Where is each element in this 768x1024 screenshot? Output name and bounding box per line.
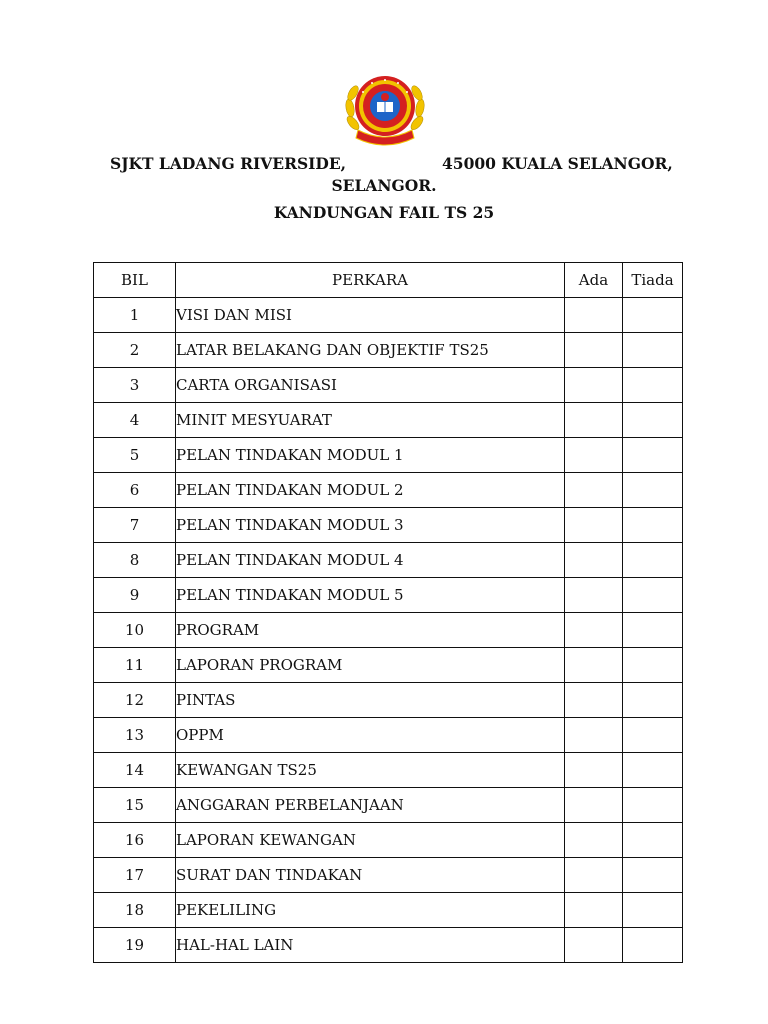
table-row [94, 823, 683, 858]
row-tiada-cell [623, 823, 683, 858]
row-bil: 5 [94, 438, 176, 473]
school-address: 45000 KUALA SELANGOR, [442, 154, 673, 173]
row-perkara: SURAT DAN TINDAKAN [176, 858, 565, 893]
row-perkara: PELAN TINDAKAN MODUL 2 [176, 473, 565, 508]
row-ada-cell [565, 543, 623, 578]
row-tiada-cell [623, 508, 683, 543]
row-perkara: PELAN TINDAKAN MODUL 3 [176, 508, 565, 543]
row-ada-cell [565, 438, 623, 473]
header-perkara: PERKARA [176, 263, 565, 298]
school-crest-icon [340, 68, 430, 148]
row-perkara: LAPORAN PROGRAM [176, 648, 565, 683]
row-perkara: LAPORAN KEWANGAN [176, 823, 565, 858]
row-bil: 13 [94, 718, 176, 753]
row-tiada-cell [623, 403, 683, 438]
row-ada-cell [565, 858, 623, 893]
row-tiada-cell [623, 858, 683, 893]
row-bil: 10 [94, 613, 176, 648]
row-bil: 15 [94, 788, 176, 823]
row-tiada-cell [623, 648, 683, 683]
table-row [94, 368, 683, 403]
row-bil: 2 [94, 333, 176, 368]
table-row [94, 753, 683, 788]
row-bil: 1 [94, 298, 176, 333]
table-row [94, 718, 683, 753]
table-row [94, 683, 683, 718]
row-perkara: KEWANGAN TS25 [176, 753, 565, 788]
table-row [94, 543, 683, 578]
row-tiada-cell [623, 543, 683, 578]
table-row [94, 333, 683, 368]
row-ada-cell [565, 333, 623, 368]
row-tiada-cell [623, 368, 683, 403]
table-row [94, 928, 683, 963]
table-row [94, 788, 683, 823]
row-bil: 19 [94, 928, 176, 963]
row-perkara: HAL-HAL LAIN [176, 928, 565, 963]
table-row [94, 648, 683, 683]
row-ada-cell [565, 823, 623, 858]
row-bil: 7 [94, 508, 176, 543]
row-perkara: PINTAS [176, 683, 565, 718]
row-perkara: PELAN TINDAKAN MODUL 5 [176, 578, 565, 613]
row-bil: 16 [94, 823, 176, 858]
row-ada-cell [565, 788, 623, 823]
row-ada-cell [565, 718, 623, 753]
row-tiada-cell [623, 333, 683, 368]
row-ada-cell [565, 368, 623, 403]
row-bil: 12 [94, 683, 176, 718]
row-tiada-cell [623, 788, 683, 823]
table-row [94, 473, 683, 508]
row-ada-cell [565, 298, 623, 333]
row-tiada-cell [623, 718, 683, 753]
header-tiada: Tiada [623, 263, 683, 298]
row-perkara: OPPM [176, 718, 565, 753]
header-bil: BIL [94, 263, 176, 298]
row-perkara: LATAR BELAKANG DAN OBJEKTIF TS25 [176, 333, 565, 368]
contents-table [93, 262, 683, 963]
table-row [94, 858, 683, 893]
table-row [94, 508, 683, 543]
header-ada: Ada [565, 263, 623, 298]
document-title: KANDUNGAN FAIL TS 25 [273, 203, 495, 222]
row-ada-cell [565, 508, 623, 543]
row-ada-cell [565, 613, 623, 648]
row-tiada-cell [623, 578, 683, 613]
row-ada-cell [565, 648, 623, 683]
row-ada-cell [565, 473, 623, 508]
school-name: SJKT LADANG RIVERSIDE, [110, 154, 347, 173]
row-bil: 14 [94, 753, 176, 788]
row-ada-cell [565, 578, 623, 613]
row-ada-cell [565, 683, 623, 718]
row-ada-cell [565, 893, 623, 928]
row-tiada-cell [623, 928, 683, 963]
row-tiada-cell [623, 298, 683, 333]
row-bil: 18 [94, 893, 176, 928]
row-tiada-cell [623, 753, 683, 788]
row-perkara: CARTA ORGANISASI [176, 368, 565, 403]
row-tiada-cell [623, 683, 683, 718]
table-row [94, 578, 683, 613]
row-perkara: PELAN TINDAKAN MODUL 4 [176, 543, 565, 578]
table-header-row [94, 263, 683, 298]
row-ada-cell [565, 403, 623, 438]
row-perkara: PELAN TINDAKAN MODUL 1 [176, 438, 565, 473]
row-bil: 9 [94, 578, 176, 613]
row-tiada-cell [623, 473, 683, 508]
table-row [94, 438, 683, 473]
row-perkara: PEKELILING [176, 893, 565, 928]
row-bil: 6 [94, 473, 176, 508]
row-ada-cell [565, 753, 623, 788]
table-row [94, 298, 683, 333]
row-bil: 3 [94, 368, 176, 403]
table-row [94, 893, 683, 928]
table-row [94, 403, 683, 438]
row-tiada-cell [623, 438, 683, 473]
row-perkara: PROGRAM [176, 613, 565, 648]
row-bil: 17 [94, 858, 176, 893]
row-bil: 11 [94, 648, 176, 683]
row-tiada-cell [623, 893, 683, 928]
row-bil: 8 [94, 543, 176, 578]
row-perkara: MINIT MESYUARAT [176, 403, 565, 438]
table-row [94, 613, 683, 648]
school-state: SELANGOR. [331, 176, 437, 195]
row-tiada-cell [623, 613, 683, 648]
row-bil: 4 [94, 403, 176, 438]
row-ada-cell [565, 928, 623, 963]
row-perkara: VISI DAN MISI [176, 298, 565, 333]
row-perkara: ANGGARAN PERBELANJAAN [176, 788, 565, 823]
